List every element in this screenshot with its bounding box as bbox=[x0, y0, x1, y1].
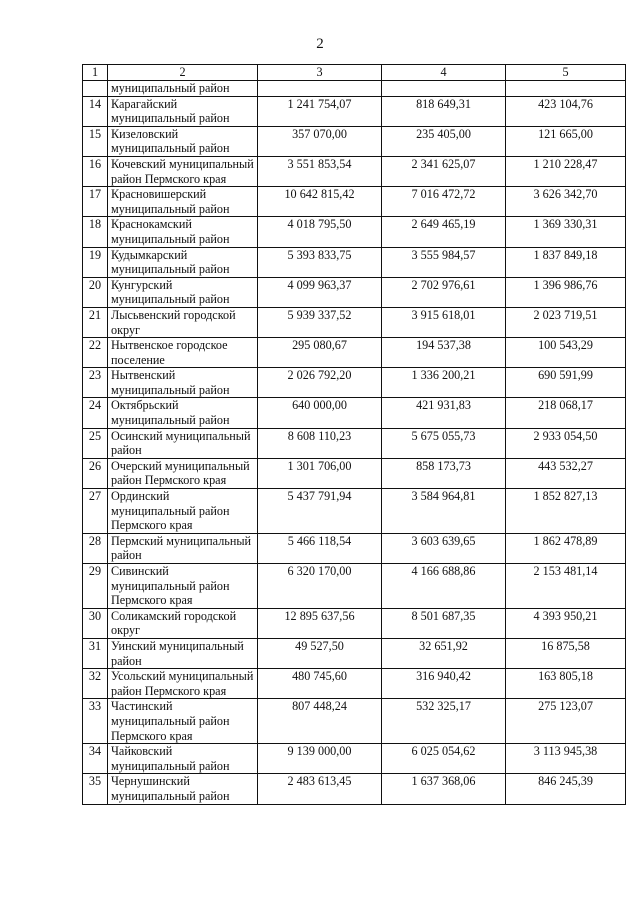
row-name-cell bbox=[108, 217, 258, 247]
row-value-4: 3 555 984,57 bbox=[411, 247, 476, 262]
row-value-5-cell bbox=[506, 187, 626, 217]
row-value-4-cell bbox=[382, 126, 506, 156]
row-value-3: 2 483 613,45 bbox=[287, 774, 352, 789]
row-value-4-cell bbox=[382, 699, 506, 744]
row-value-4-cell bbox=[382, 156, 506, 186]
row-value-3-cell bbox=[258, 187, 382, 217]
row-value-4-cell bbox=[382, 564, 506, 609]
row-value-4: 5 675 055,73 bbox=[411, 428, 476, 443]
row-value-5-cell bbox=[506, 428, 626, 458]
row-value-4: 7 016 472,72 bbox=[411, 187, 476, 202]
row-value-5: 16 875,58 bbox=[541, 638, 590, 653]
row-value-3-cell bbox=[258, 217, 382, 247]
header-row bbox=[83, 65, 626, 81]
row-number-cell bbox=[83, 126, 108, 156]
row-name: Краснокамский муниципальный район bbox=[111, 217, 230, 246]
row-number: 22 bbox=[88, 338, 102, 353]
row-value-5-cell bbox=[506, 96, 626, 126]
row-value-3: 1 241 754,07 bbox=[287, 96, 352, 111]
row-name: Нытвенское городское поселение bbox=[111, 338, 228, 367]
row-value-3: 12 895 637,56 bbox=[284, 608, 355, 623]
row-name: Красновишерский муниципальный район bbox=[111, 187, 230, 216]
row-number: 33 bbox=[88, 699, 102, 714]
row-value-4-cell bbox=[382, 744, 506, 774]
row-number: 26 bbox=[88, 458, 102, 473]
table-row bbox=[83, 669, 626, 699]
row-value-4-cell bbox=[382, 277, 506, 307]
row-value-4: 2 341 625,07 bbox=[411, 156, 476, 171]
row-number-cell bbox=[83, 96, 108, 126]
row-name-cell bbox=[108, 126, 258, 156]
row-value-5: 218 068,17 bbox=[538, 398, 593, 413]
row-value-3: 640 000,00 bbox=[292, 398, 347, 413]
row-value-5-cell bbox=[506, 533, 626, 563]
row-value-5-cell bbox=[506, 669, 626, 699]
row-number-cell bbox=[83, 638, 108, 668]
row-value-3: 49 527,50 bbox=[295, 638, 344, 653]
row-value-5: 443 532,27 bbox=[538, 458, 593, 473]
row-name: Соликамский городской округ bbox=[111, 608, 237, 638]
row-name: Чайковский муниципальный район bbox=[111, 744, 230, 773]
row-number-cell bbox=[83, 608, 108, 638]
row-value-3-cell bbox=[258, 564, 382, 609]
row-value-3-cell bbox=[258, 277, 382, 307]
row-number-cell bbox=[83, 564, 108, 609]
row-name-cell bbox=[108, 428, 258, 458]
row-value-5: 2 153 481,14 bbox=[533, 564, 598, 578]
row-value-4-cell bbox=[382, 669, 506, 699]
row-value-3-cell bbox=[258, 638, 382, 668]
row-value-3: 9 139 000,00 bbox=[287, 744, 352, 759]
row-value-3: 295 080,67 bbox=[292, 338, 347, 353]
row-name-cell bbox=[108, 338, 258, 368]
row-value-5-cell bbox=[506, 699, 626, 744]
row-value-3: 4 099 963,37 bbox=[287, 277, 352, 292]
row-number-cell bbox=[83, 277, 108, 307]
row-value-3: 807 448,24 bbox=[292, 699, 347, 714]
row-value-4-cell bbox=[382, 638, 506, 668]
column-header-2: 2 bbox=[108, 65, 258, 81]
row-name-cell bbox=[108, 699, 258, 744]
row-value-3-cell bbox=[258, 608, 382, 638]
row-value-3-cell bbox=[258, 669, 382, 699]
row-value-5-cell bbox=[506, 156, 626, 186]
row-value-5-cell bbox=[506, 458, 626, 488]
row-number: 25 bbox=[88, 428, 102, 443]
row-value-5: 1 210 228,47 bbox=[533, 156, 598, 171]
row-number-cell bbox=[83, 187, 108, 217]
row-value-4-cell bbox=[382, 458, 506, 488]
row-name-cell bbox=[108, 96, 258, 126]
row-name-cell bbox=[108, 277, 258, 307]
row-value-5: 275 123,07 bbox=[538, 699, 593, 714]
row-value-4: 1 336 200,21 bbox=[411, 368, 476, 383]
row-value-5: 1 852 827,13 bbox=[533, 489, 598, 504]
table-row bbox=[83, 247, 626, 277]
row-value-5-cell bbox=[506, 277, 626, 307]
row-value-3-cell bbox=[258, 398, 382, 428]
column-header-3: 3 bbox=[258, 65, 382, 81]
row-value-4: 421 931,83 bbox=[416, 398, 471, 413]
table-row bbox=[83, 307, 626, 337]
row-value-4-cell bbox=[382, 187, 506, 217]
row-number-cell bbox=[83, 744, 108, 774]
row-value-5: 1 837 849,18 bbox=[533, 247, 598, 262]
row-number: 21 bbox=[88, 307, 102, 322]
row-value-4: 3 915 618,01 bbox=[411, 307, 476, 322]
row-number-cell bbox=[83, 398, 108, 428]
row-number: 30 bbox=[88, 608, 102, 623]
row-value-3: 8 608 110,23 bbox=[287, 428, 352, 443]
row-name-cell bbox=[108, 398, 258, 428]
row-name: Нытвенский муниципальный район bbox=[111, 368, 230, 397]
row-value-3: 3 551 853,54 bbox=[287, 156, 352, 171]
row-value-5: 3 626 342,70 bbox=[533, 187, 598, 202]
row-value-3-cell bbox=[258, 533, 382, 563]
continuation-row bbox=[83, 81, 626, 97]
row-value-4: 194 537,38 bbox=[416, 338, 471, 353]
row-name-cell bbox=[108, 458, 258, 488]
row-number-cell bbox=[83, 307, 108, 337]
column-header-4: 4 bbox=[382, 65, 506, 81]
row-name-cell bbox=[108, 744, 258, 774]
row-value-3: 1 301 706,00 bbox=[287, 458, 352, 473]
row-value-4-cell bbox=[382, 428, 506, 458]
row-name: муниципальный район bbox=[111, 81, 230, 95]
row-name: Кудымкарский муниципальный район bbox=[111, 247, 230, 277]
row-number: 31 bbox=[88, 638, 102, 653]
row-value-5-cell bbox=[506, 398, 626, 428]
row-value-3: 2 026 792,20 bbox=[287, 368, 352, 383]
table-row bbox=[83, 428, 626, 458]
row-value-4: 32 651,92 bbox=[419, 638, 468, 653]
row-value-3-cell bbox=[258, 774, 382, 804]
row-value-5: 121 665,00 bbox=[538, 126, 593, 141]
row-name-cell bbox=[108, 774, 258, 804]
row-number: 19 bbox=[88, 247, 102, 262]
table-row bbox=[83, 608, 626, 638]
row-name-cell bbox=[108, 608, 258, 638]
table-row bbox=[83, 774, 626, 804]
page-number: 2 bbox=[316, 36, 324, 52]
row-value-4: 6 025 054,62 bbox=[411, 744, 476, 759]
row-value-5: 163 805,18 bbox=[538, 669, 593, 684]
row-value-4: 532 325,17 bbox=[416, 699, 471, 714]
row-name: Кизеловский муниципальный район bbox=[111, 126, 230, 156]
row-name: Очерский муниципальный район Пермского края bbox=[111, 458, 250, 488]
row-number: 16 bbox=[88, 156, 102, 171]
row-value-4: 316 940,42 bbox=[416, 669, 471, 684]
row-value-3 bbox=[258, 81, 382, 97]
row-value-4-cell bbox=[382, 489, 506, 534]
row-value-5: 423 104,76 bbox=[538, 96, 593, 111]
row-value-4: 2 649 465,19 bbox=[411, 217, 476, 232]
row-name-cell bbox=[108, 533, 258, 563]
row-value-5-cell bbox=[506, 608, 626, 638]
table-row bbox=[83, 744, 626, 774]
row-number: 29 bbox=[88, 564, 102, 578]
table-row bbox=[83, 398, 626, 428]
row-value-5-cell bbox=[506, 247, 626, 277]
table-row bbox=[83, 368, 626, 398]
row-name-cell bbox=[108, 187, 258, 217]
table-row bbox=[83, 533, 626, 563]
row-value-3-cell bbox=[258, 699, 382, 744]
row-name-cell bbox=[108, 307, 258, 337]
row-name: Уинский муниципальный район bbox=[111, 638, 244, 668]
row-value-5-cell bbox=[506, 126, 626, 156]
row-number-cell bbox=[83, 368, 108, 398]
row-value-3-cell bbox=[258, 307, 382, 337]
row-value-3-cell bbox=[258, 428, 382, 458]
row-value-5: 4 393 950,21 bbox=[533, 608, 598, 623]
row-value-4-cell bbox=[382, 96, 506, 126]
data-table bbox=[82, 64, 626, 805]
row-value-5-cell bbox=[506, 217, 626, 247]
row-name: Ординский муниципальный район Пермского края bbox=[111, 489, 230, 533]
row-value-4-cell bbox=[382, 368, 506, 398]
row-value-4: 8 501 687,35 bbox=[411, 608, 476, 623]
row-value-3: 4 018 795,50 bbox=[287, 217, 352, 232]
row-number-cell bbox=[83, 338, 108, 368]
row-value-5: 846 245,39 bbox=[538, 774, 593, 789]
row-value-3: 5 466 118,54 bbox=[287, 533, 352, 548]
row-value-5: 3 113 945,38 bbox=[533, 744, 598, 759]
row-name: Карагайский муниципальный район bbox=[111, 96, 230, 126]
row-number-cell bbox=[83, 458, 108, 488]
table-row bbox=[83, 564, 626, 609]
column-header-5: 5 bbox=[506, 65, 626, 81]
row-number: 17 bbox=[88, 187, 102, 202]
row-value-3: 357 070,00 bbox=[292, 126, 347, 141]
table-row bbox=[83, 338, 626, 368]
row-name: Сивинский муниципальный район Пермского края bbox=[111, 564, 230, 608]
row-number: 32 bbox=[88, 669, 102, 684]
row-value-3-cell bbox=[258, 338, 382, 368]
row-number-cell bbox=[83, 217, 108, 247]
row-value-5-cell bbox=[506, 368, 626, 398]
row-value-4-cell bbox=[382, 398, 506, 428]
row-number-cell bbox=[83, 156, 108, 186]
row-value-5 bbox=[506, 81, 626, 97]
row-value-5: 690 591,99 bbox=[538, 368, 593, 383]
row-value-3-cell bbox=[258, 744, 382, 774]
row-value-4: 3 603 639,65 bbox=[411, 533, 476, 548]
row-value-5: 100 543,29 bbox=[538, 338, 593, 353]
row-name: Кунгурский муниципальный район bbox=[111, 277, 230, 307]
row-value-3-cell bbox=[258, 126, 382, 156]
row-value-3-cell bbox=[258, 156, 382, 186]
row-value-5-cell bbox=[506, 774, 626, 804]
row-value-3-cell bbox=[258, 458, 382, 488]
row-name: Осинский муниципальный район bbox=[111, 428, 251, 458]
row-name: Октябрьский муниципальный район bbox=[111, 398, 230, 428]
row-value-4-cell bbox=[382, 338, 506, 368]
table-row bbox=[83, 96, 626, 126]
table-row bbox=[83, 638, 626, 668]
row-value-4-cell bbox=[382, 533, 506, 563]
row-value-4: 3 584 964,81 bbox=[411, 489, 476, 504]
row-value-4: 818 649,31 bbox=[416, 96, 471, 111]
row-value-4-cell bbox=[382, 247, 506, 277]
row-value-5: 1 369 330,31 bbox=[533, 217, 598, 232]
row-value-5: 2 933 054,50 bbox=[533, 428, 598, 443]
table-row bbox=[83, 187, 626, 217]
table-row bbox=[83, 217, 626, 247]
row-value-5-cell bbox=[506, 307, 626, 337]
row-name-cell bbox=[108, 564, 258, 609]
row-number: 14 bbox=[88, 96, 102, 111]
row-value-5-cell bbox=[506, 489, 626, 534]
row-number: 15 bbox=[88, 126, 102, 141]
row-value-4: 858 173,73 bbox=[416, 458, 471, 473]
table-row bbox=[83, 156, 626, 186]
row-value-4 bbox=[382, 81, 506, 97]
row-value-5-cell bbox=[506, 564, 626, 609]
row-value-4-cell bbox=[382, 307, 506, 337]
row-name: Частинский муниципальный район Пермского края bbox=[111, 699, 230, 743]
row-value-3-cell bbox=[258, 96, 382, 126]
row-number: 18 bbox=[88, 217, 102, 232]
row-name-cell bbox=[108, 669, 258, 699]
row-name-cell bbox=[108, 638, 258, 668]
row-value-5: 2 023 719,51 bbox=[533, 307, 598, 322]
row-number-cell bbox=[83, 669, 108, 699]
table-body bbox=[83, 81, 626, 805]
row-number-cell bbox=[83, 774, 108, 804]
row-name-cell bbox=[108, 489, 258, 534]
row-name: Усольский муниципальный район Пермского края bbox=[111, 669, 254, 698]
row-number-cell bbox=[83, 81, 108, 97]
row-value-5-cell bbox=[506, 338, 626, 368]
table-row bbox=[83, 489, 626, 534]
row-value-5: 1 396 986,76 bbox=[533, 277, 598, 292]
row-value-4: 2 702 976,61 bbox=[411, 277, 476, 292]
row-value-4-cell bbox=[382, 774, 506, 804]
table-row bbox=[83, 458, 626, 488]
row-value-3: 5 393 833,75 bbox=[287, 247, 352, 262]
row-number: 27 bbox=[88, 489, 102, 504]
row-value-3: 5 939 337,52 bbox=[287, 307, 352, 322]
row-number-cell bbox=[83, 489, 108, 534]
row-value-4-cell bbox=[382, 217, 506, 247]
row-number-cell bbox=[83, 533, 108, 563]
row-number: 34 bbox=[88, 744, 102, 759]
row-number: 20 bbox=[88, 277, 102, 292]
row-name: Пермский муниципальный район bbox=[111, 533, 252, 563]
row-value-3-cell bbox=[258, 247, 382, 277]
row-value-3: 6 320 170,00 bbox=[287, 564, 352, 578]
row-value-3-cell bbox=[258, 368, 382, 398]
row-name-cell bbox=[108, 247, 258, 277]
row-name-cell bbox=[108, 81, 258, 97]
table-row bbox=[83, 277, 626, 307]
row-value-3: 480 745,60 bbox=[292, 669, 347, 684]
row-value-4-cell bbox=[382, 608, 506, 638]
row-number: 28 bbox=[88, 533, 102, 548]
row-value-5-cell bbox=[506, 638, 626, 668]
row-name: Кочевский муниципальный район Пермского края bbox=[111, 156, 254, 186]
row-number-cell bbox=[83, 247, 108, 277]
row-value-4: 1 637 368,06 bbox=[411, 774, 476, 789]
row-value-5: 1 862 478,89 bbox=[533, 533, 598, 548]
row-name: Чернушинский муниципальный район bbox=[111, 774, 230, 803]
row-value-4: 235 405,00 bbox=[416, 126, 471, 141]
row-value-3: 5 437 791,94 bbox=[287, 489, 352, 504]
row-number-cell bbox=[83, 699, 108, 744]
row-name-cell bbox=[108, 156, 258, 186]
row-value-3-cell bbox=[258, 489, 382, 534]
row-number: 24 bbox=[88, 398, 102, 413]
row-value-5-cell bbox=[506, 744, 626, 774]
row-number: 35 bbox=[88, 774, 102, 789]
row-name-cell bbox=[108, 368, 258, 398]
table-row bbox=[83, 126, 626, 156]
row-value-4: 4 166 688,86 bbox=[411, 564, 476, 578]
row-number-cell bbox=[83, 428, 108, 458]
table-row bbox=[83, 699, 626, 744]
row-name: Лысьвенский городской округ bbox=[111, 307, 236, 337]
row-value-3: 10 642 815,42 bbox=[284, 187, 355, 202]
row-number: 23 bbox=[88, 368, 102, 383]
column-header-1: 1 bbox=[83, 65, 108, 81]
